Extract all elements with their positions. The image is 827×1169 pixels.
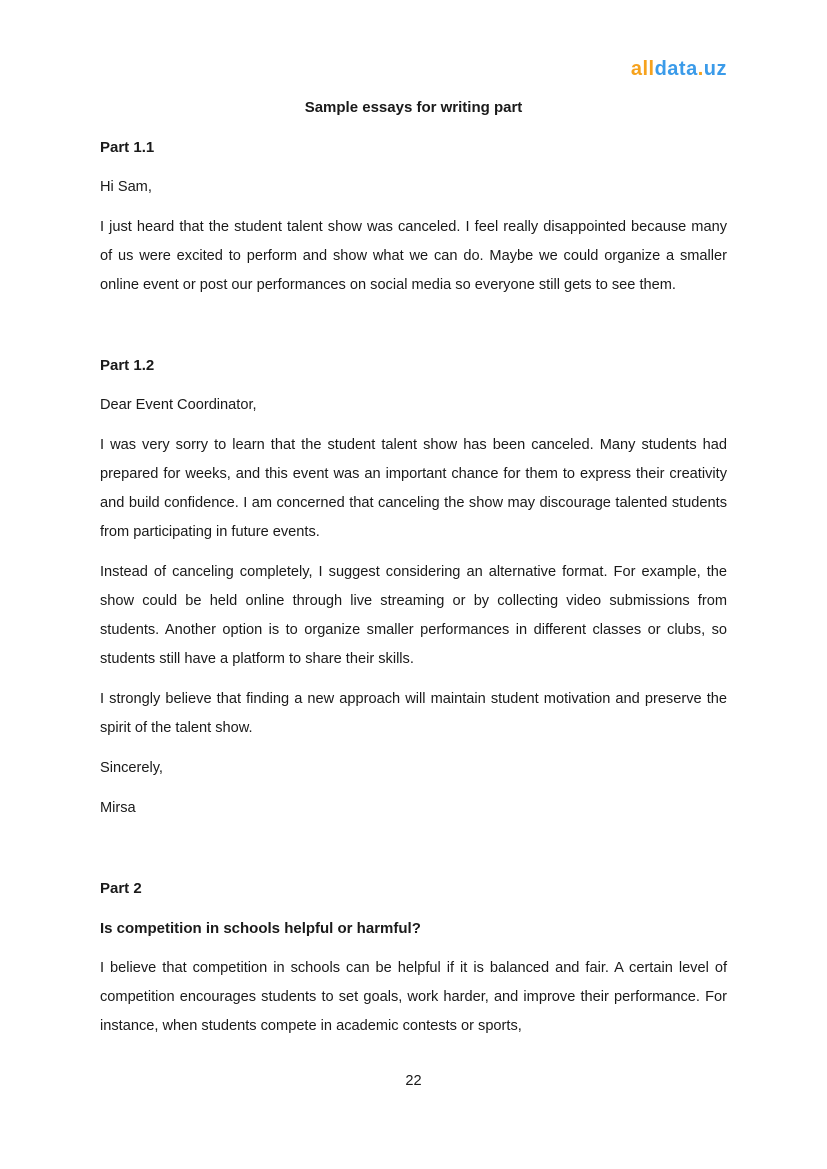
alldata-logo bbox=[631, 56, 727, 82]
section-part-1-1 bbox=[100, 133, 727, 300]
page-title: Sample essays for writing part bbox=[304, 99, 523, 116]
part-1-2-signature: Mirsa bbox=[100, 800, 136, 816]
part-1-2-paragraph-2: Instead of canceling completely, I suggest considering an alternative format. For example, the show could be held online through live streaming or by collecting video submissions from students. Another option is to organize smaller performances in different classes or clubs, so students still have a platform to share their skills. bbox=[100, 564, 727, 667]
part-1-1-heading: Part 1.1 bbox=[100, 139, 155, 156]
part-2-heading: Part 2 bbox=[100, 880, 142, 897]
part-2-paragraph: I believe that competition in schools can be helpful if it is balanced and fair. A certain level of competition encourages students to set goals, work harder, and improve their performance. For instance, when students compete in academic contests or sports, bbox=[100, 960, 727, 1034]
part-1-1-paragraph: I just heard that the student talent show was canceled. I feel really disappointed because many of us were excited to perform and show what we can do. Maybe we could organize a smaller online event or post our performances on social media so everyone still gets to see them. bbox=[100, 219, 727, 293]
section-part-1-2 bbox=[100, 351, 727, 823]
logo-segment-data: data bbox=[654, 58, 698, 80]
part-1-2-closing: Sincerely, bbox=[100, 760, 163, 776]
logo-segment-all: all bbox=[630, 58, 655, 80]
part-1-2-paragraph-3: I strongly believe that finding a new approach will maintain student motivation and preserve the spirit of the talent show. bbox=[100, 691, 727, 736]
section-part-2 bbox=[100, 874, 727, 1041]
section-gap bbox=[100, 311, 727, 351]
section-gap bbox=[100, 834, 727, 874]
part-1-2-paragraph-1: I was very sorry to learn that the student talent show has been canceled. Many students had prepared for weeks, and this event was an important chance for them to express their creativity and build confidence. I am concerned that canceling the show may discourage talented students from participating in future events. bbox=[100, 437, 727, 540]
logo-row bbox=[100, 0, 727, 82]
part-1-2-heading: Part 1.2 bbox=[100, 357, 155, 374]
part-1-1-salutation: Hi Sam, bbox=[100, 179, 152, 195]
part-2-question: Is competition in schools helpful or harmful? bbox=[100, 920, 421, 937]
page-number: 22 bbox=[405, 1073, 422, 1089]
logo-segment-dot: . bbox=[697, 58, 704, 80]
part-1-2-salutation: Dear Event Coordinator, bbox=[100, 397, 257, 413]
logo-segment-uz: uz bbox=[703, 58, 727, 80]
